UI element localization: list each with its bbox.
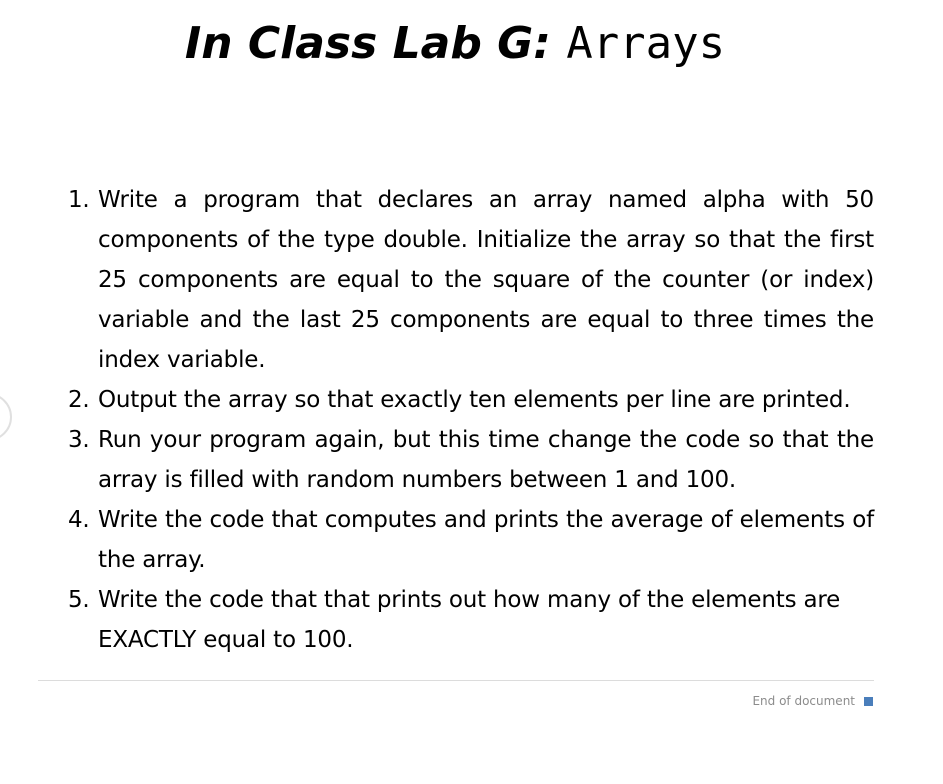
task-list [66, 180, 874, 660]
end-of-document-note [752, 694, 873, 708]
list-item [66, 420, 874, 500]
title-code-text: Arrays [566, 18, 726, 69]
list-item-text: Output the array so that exactly ten elements per line are printed. [98, 387, 851, 413]
list-item-number: 4. [68, 507, 90, 533]
list-item [66, 580, 874, 660]
list-item [66, 180, 874, 380]
list-item-number: 3. [68, 427, 90, 453]
list-item-text: Write the code that computes and prints the average of elements of the array. [98, 507, 874, 573]
scroll-edge-handle[interactable] [0, 393, 12, 441]
end-divider [38, 680, 874, 681]
list-item-number: 2. [68, 387, 90, 413]
end-marker-icon [864, 697, 873, 706]
list-item-number: 5. [68, 587, 90, 613]
list-item-text: Write the code that that prints out how many of the elements are EXACTLY equal to 100. [98, 587, 841, 653]
list-item-text: Write a program that declares an array named alpha with 50 components of the type double. Initialize the array so that the first 25 components are equal to the square of the counter (or index) variable and the last 25 components are equal to three times the index variable. [98, 187, 874, 373]
page-title [0, 14, 910, 72]
end-of-document-label: End of document [752, 694, 855, 708]
list-item [66, 500, 874, 580]
list-item-number: 1. [68, 187, 90, 213]
title-text: In Class Lab G: [184, 18, 567, 69]
list-item [66, 380, 874, 420]
list-item-text: Run your program again, but this time change the code so that the array is filled with random numbers between 1 and 100. [98, 427, 874, 493]
